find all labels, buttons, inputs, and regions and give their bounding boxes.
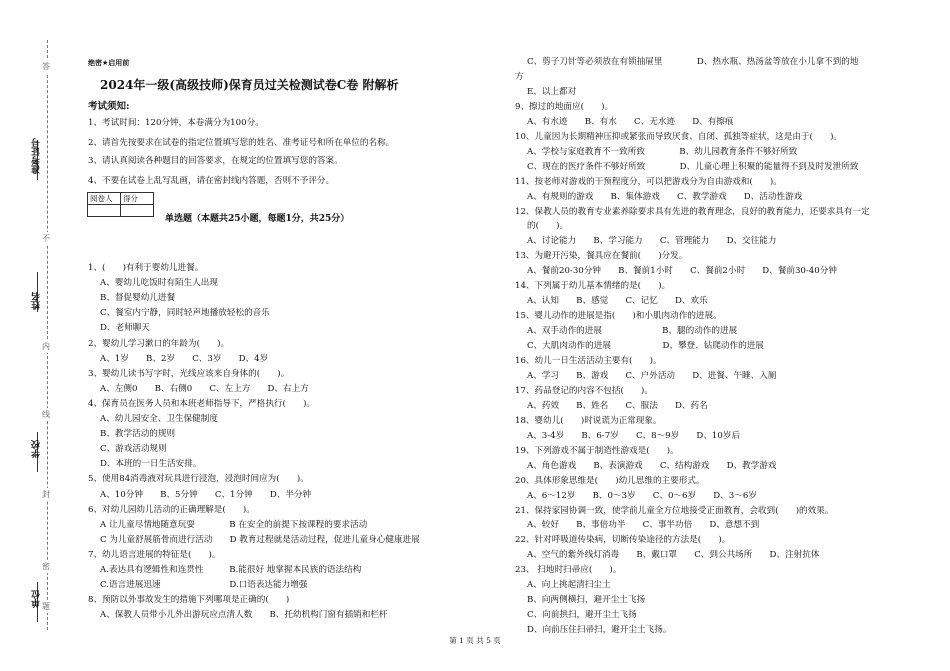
answer-option: A、有规则的游戏 B、集体游戏 C、教学游戏 D、活动性游戏	[527, 191, 803, 202]
answer-option: A、1岁 B、2岁 C、3岁 D、4岁	[100, 353, 269, 364]
section-heading: 单选题（本题共25小题，每题1分，共25分）	[165, 214, 350, 224]
answer-option: A、双手动作的进展 B、腿的动作的进展	[527, 326, 738, 337]
notice-title: 考试须知:	[88, 101, 130, 112]
answer-option: A、讨论能力 B、学习能力 C、管理能力 D、交往能力	[527, 236, 777, 247]
answer-option: A、较好 B、事倍功半 C、事半功倍 D、意想不到	[527, 520, 760, 531]
binding-mark: 线	[42, 410, 50, 419]
label-exam-number: 准考证号	[32, 138, 42, 174]
question-stem: 方	[515, 71, 524, 82]
answer-option: B、督促婴幼儿进餐	[100, 293, 176, 304]
label-school: 学校	[32, 440, 42, 458]
question-stem: 12、保教人员的教育专业素养除要求具有先进的教育理念，良好的教育能力，还要求具有一定	[515, 206, 870, 217]
answer-option: B、教学活动的规则	[100, 429, 176, 440]
notice-item: 1、考试时间：120分钟，本卷满分为100分。	[88, 118, 264, 128]
answer-option: A、餐前20-30分钟 B、餐前1小时 C、餐前2小时 D、餐前30-40分钟	[527, 266, 837, 277]
binding-mark: 封	[42, 490, 50, 499]
answer-option: A、6～12岁 B、0～3岁 C、0～6岁 D、3～6岁	[527, 490, 757, 501]
question-stem: 13、为避开污染，餐具应在餐前( )分发。	[515, 251, 688, 262]
score-table-score: 得分	[121, 193, 154, 205]
binding-mark: 不	[42, 234, 50, 243]
binding-mark: 答	[42, 62, 50, 71]
answer-option: C、餐室内宁静，同时轻声地播放轻松的音乐	[100, 308, 270, 319]
score-table-grader: 阅卷人	[88, 193, 121, 205]
label-name: 姓名	[32, 292, 42, 310]
answer-option: D、向前压住扫帚扫，避开尘土飞扬。	[527, 625, 672, 636]
question-stem: 7、幼儿语言进展的特征是( )。	[88, 549, 221, 560]
question-stem: 4、保育员在医务人员和本班老师指导下，严格执行( )。	[88, 398, 316, 409]
answer-option: A、保教人员带小儿外出游玩应点清人数 B、托幼机构门窗有插销和栏杆	[100, 610, 388, 621]
answer-option: A、婴幼儿吃饭时有陌生人出现	[100, 278, 218, 289]
question-stem: 21、保持家园协调一致，使学前儿童全方位地接受正面教育，会收到( )的效果。	[515, 505, 834, 516]
answer-option: E、以上都对	[527, 86, 577, 97]
answer-option: A.表达具有逻辑性和连贯性 B.能很好 地掌握本民族的语法结构	[100, 565, 362, 575]
question-stem: 18、婴幼儿( )时说谎为正常现象。	[515, 415, 662, 426]
answer-option: C、剪子刀针等必须放在有锁抽屉里 D、热水瓶、热汤盆等放在小儿拿不到的地	[527, 57, 859, 67]
confidential-mark: 绝密★启用前	[88, 59, 130, 67]
answer-option: B、向两侧横扫，避开尘土飞扬	[527, 595, 646, 606]
answer-option: A、幼儿园安全、卫生保健制度	[100, 414, 218, 424]
answer-option: D、老师聊天	[100, 323, 150, 334]
question-stem: 20、具体形象思维是( )幼儿思维的主要形式。	[515, 475, 705, 486]
answer-option: A、空气的紫外线灯消毒 B、戴口罩 C、到公共场所 D、注射抗体	[527, 550, 820, 561]
question-stem: 10、儿童因为长期精神压抑或紧张而导致厌食、自闭、孤独等症状，这是由于( )。	[515, 131, 843, 142]
answer-option: C、游戏活动规则	[100, 444, 167, 455]
answer-option: A、3-4岁 B、6-7岁 C、8～9岁 D、10岁后	[527, 430, 741, 441]
question-stem: 15、婴儿动作的进展是指( )和小肌肉动作的进展。	[515, 311, 722, 322]
answer-option: 的( )。	[527, 221, 569, 232]
answer-option: A、左侧0 B、右侧0 C、左上方 D、右上方	[100, 383, 309, 394]
question-stem: 17、药品登记的内容不包括( )。	[515, 385, 653, 396]
page-footer: 第 1 页 共 5 页	[449, 636, 501, 645]
answer-option: A、认知 B、感觉 C、记忆 D、欢乐	[527, 296, 708, 307]
notice-item: 4、不要在试卷上乱写乱画，请在密封线内答题，否则不予评分。	[88, 176, 335, 186]
question-stem: 23、 扫地时扫帚应( )。	[515, 565, 622, 576]
answer-option: C、现在的医疗条件不够好所致 D、儿童心理上积聚的能量得不到及时发泄所致	[527, 161, 859, 172]
question-stem: 2、婴幼儿学习漱口的年龄为( )。	[88, 338, 230, 349]
answer-option: A、角色游戏 B、表演游戏 C、结构游戏 D、教学游戏	[527, 460, 777, 471]
answer-option: A、10分钟 B、5分钟 C、1分钟 D、半分钟	[100, 489, 312, 500]
answer-option: A、向上挑起清扫尘土	[527, 580, 611, 591]
score-table-cell[interactable]	[88, 205, 121, 217]
question-stem: 11、按老师对游戏的干预程度分，可以把游戏分为自由游戏和( )。	[515, 176, 782, 187]
question-stem: 6、对幼儿园幼儿活动的正确理解是( )。	[88, 504, 255, 515]
answer-option: A、药效 B、姓名 C、服法 D、药名	[527, 400, 708, 411]
score-table	[87, 192, 154, 217]
answer-option: C、大肌肉动作的进展 D、攀登、钻爬动作的进展	[527, 341, 764, 352]
binding-mark: 内	[42, 342, 50, 351]
answer-option: C.语言进展迅速 D.口语表达能力增强	[100, 580, 308, 591]
page-title: 2024年一级(高级技师)保育员过关检测试卷C卷 附解析	[100, 78, 399, 92]
answer-option: A、有水迹 B、有水 C、无水迹 D、有擦痕	[527, 116, 734, 127]
notice-item: 2、请首先按要求在试卷的指定位置填写您的姓名、准考证号和所在单位的名称。	[88, 138, 395, 148]
binding-dashed-line	[47, 40, 48, 630]
binding-mark: 密	[42, 562, 50, 571]
binding-margin	[0, 0, 62, 671]
question-stem: 19、下列游戏不属于制造性游戏是( )。	[515, 445, 679, 456]
binding-mark: 题	[42, 602, 50, 611]
score-table-cell[interactable]	[121, 205, 154, 217]
question-stem: 8、预防以外事故发生的措施下列哪项是正确的( )	[88, 595, 290, 606]
notice-item: 3、请认真阅读各种题目的回答要求，在规定的位置填写您的答案。	[88, 156, 343, 166]
answer-option: A、学习 B、游戏 C、户外活动 D、进餐、午睡、入厕	[527, 370, 777, 381]
answer-option: A、学校与家庭教育不一致所致 B、幼儿园教育条件不够好所致	[527, 146, 798, 157]
question-stem: 14、下列属于幼儿基本情绪的是( )。	[515, 281, 671, 292]
question-stem: 16、幼儿一日生活活动主要有( )。	[515, 356, 662, 366]
label-unit: 单位	[32, 590, 42, 608]
question-stem: 1、( )有利于婴幼儿进餐。	[88, 263, 204, 273]
answer-option: C 为儿童舒展筋骨而进行活动 D 教育过程就是活动过程，促进儿童身心健康进展	[100, 534, 420, 545]
answer-option: C、向前拱扫，避开尘土飞扬	[527, 610, 637, 621]
question-stem: 5、使用84消毒液对玩具进行浸泡，浸泡时间应为( )。	[88, 474, 309, 485]
question-stem: 22、针对呼吸道传染病，切断传染途径的方法是( )。	[515, 535, 731, 546]
question-stem: 3、婴幼儿读书写字时，光线应该来自身体的( )。	[88, 368, 290, 379]
answer-option: D、本班的一日生活安排。	[100, 459, 202, 470]
answer-option: A 让儿童尽情地随意玩耍 B 在安全的前提下按课程的要求活动	[100, 519, 368, 530]
question-stem: 9、擦过的地面应( )。	[515, 101, 614, 112]
